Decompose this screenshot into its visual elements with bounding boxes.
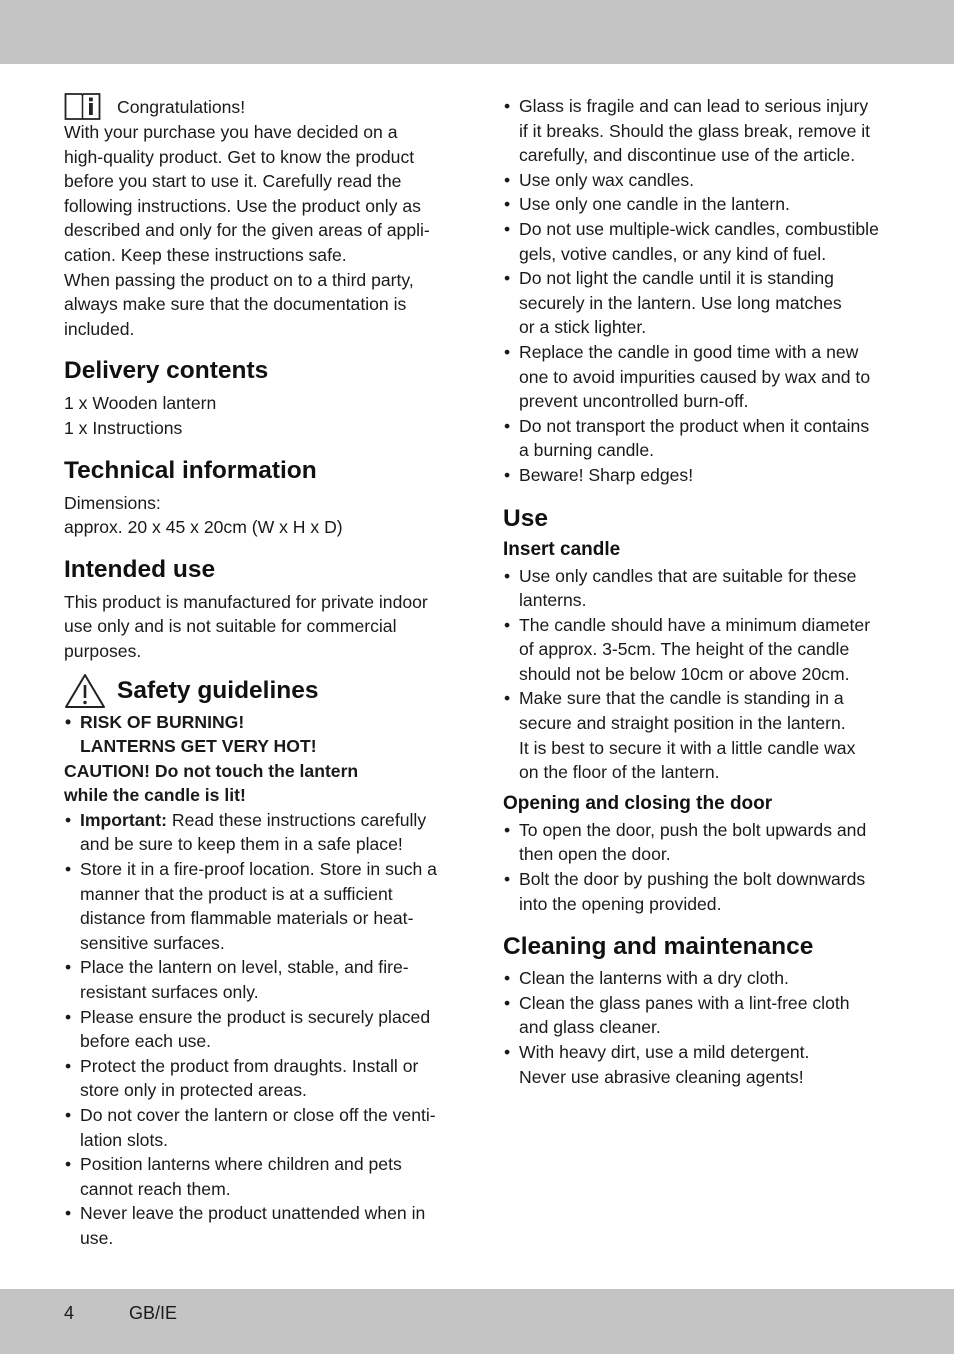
insert-item-line: It is best to secure it with a little candle wax: [519, 737, 856, 758]
intro-line: When passing the product on to a third party,: [64, 269, 414, 290]
important-item: [64, 808, 448, 857]
safety-item-line: • Do not cover the lantern or close off the venti-: [80, 1105, 436, 1125]
page-number: 4: [64, 1303, 75, 1323]
intro-line: always make sure that the documentation is: [64, 294, 407, 315]
safety-item: [64, 857, 448, 955]
use-heading: Use: [503, 504, 548, 532]
delivery-line: 1 x Instructions: [64, 417, 183, 438]
technical-information-heading: Technical information: [64, 456, 317, 484]
insert-item: [503, 613, 889, 687]
safety-item: [64, 1054, 448, 1103]
safety-item-line: • Never leave the product unattended when in: [80, 1203, 426, 1224]
door-item-line: • Bolt the door by pushing the bolt downwards: [519, 869, 866, 890]
intro-line: included.: [64, 318, 135, 339]
risk-line-1: • RISK OF BURNING!: [80, 711, 245, 732]
safety-item: [503, 414, 889, 463]
right-column: [503, 94, 889, 1089]
caution-notice: [64, 759, 448, 808]
intended-use-heading: Intended use: [64, 555, 216, 583]
insert-item: [503, 564, 889, 613]
safety-item: [64, 1103, 448, 1152]
cleaning-item-line: Never use abrasive cleaning agents!: [519, 1066, 804, 1087]
dimensions-label: Dimensions:: [64, 492, 161, 513]
dimensions-value: approx. 20 x 45 x 20cm (W x H x D): [64, 517, 343, 538]
safety-item-line: one to avoid impurities caused by wax and to: [519, 366, 871, 387]
safety-item-line: carefully, and discontinue use of the article.: [519, 145, 856, 166]
cleaning-item-line: • With heavy dirt, use a mild detergent.: [519, 1042, 810, 1062]
cleaning-item: [503, 991, 889, 1040]
safety-item-line: or a stick lighter.: [519, 317, 647, 338]
safety-item-line: • Use only one candle in the lantern.: [519, 194, 790, 215]
cleaning-item-line: • Clean the lanterns with a dry cloth.: [519, 968, 789, 989]
insert-item-line: lanterns.: [519, 590, 587, 611]
door-item: [503, 867, 889, 916]
safety-item-line: lation slots.: [80, 1129, 169, 1150]
insert-candle-list: [503, 564, 889, 785]
insert-item-line: of approx. 3-5cm. The height of the candle: [519, 639, 850, 660]
safety-guidelines-title: Safety guidelines: [117, 676, 319, 704]
intro-greeting-row: [64, 94, 448, 120]
safety-item-line: • Glass is fragile and can lead to serious injury: [519, 96, 869, 116]
caution-line-1: CAUTION! Do not touch the lantern: [64, 760, 359, 781]
safety-item-line: securely in the lantern. Use long matches: [519, 292, 842, 313]
door-item-line: then open the door.: [519, 844, 671, 865]
header-band: [0, 0, 954, 64]
safety-item-line: • Do not light the candle until it is standing: [519, 268, 834, 289]
safety-item: [64, 1005, 448, 1054]
safety-item-line: gels, votive candles, or any kind of fuel.: [519, 243, 827, 264]
left-column: [64, 94, 448, 1251]
insert-item-line: on the floor of the lantern.: [519, 762, 720, 783]
safety-item-line: • Position lanterns where children and pets: [80, 1154, 402, 1175]
intended-line: purposes.: [64, 640, 142, 661]
door-item-line: into the opening provided.: [519, 893, 722, 914]
safety-item-line: • Do not use multiple-wick candles, combustible: [519, 218, 879, 239]
caution-line-2: while the candle is lit!: [64, 785, 246, 806]
safety-item-line: • Use only wax candles.: [519, 169, 695, 190]
intended-use-text: [64, 590, 448, 664]
safety-risk-list: [64, 710, 448, 759]
intended-line: This product is manufactured for private indoor: [64, 591, 428, 612]
safety-item-line: before each use.: [80, 1031, 212, 1052]
safety-item-line: resistant surfaces only.: [80, 982, 259, 1003]
safety-item-line: a burning candle.: [519, 440, 654, 461]
intro-line: With your purchase you have decided on a: [64, 122, 398, 142]
safety-guidelines-heading: [64, 676, 448, 706]
insert-item-line: should not be below 10cm or above 20cm.: [519, 663, 850, 684]
safety-item-line: manner that the product is at a sufficient: [80, 883, 393, 904]
safety-list-right: [503, 94, 889, 488]
safety-item-line: • Replace the candle in good time with a new: [519, 341, 859, 362]
insert-candle-heading: Insert candle: [503, 538, 621, 560]
safety-item-line: • Beware! Sharp edges!: [519, 464, 694, 485]
safety-item: [503, 192, 889, 217]
safety-item-line: • Place the lantern on level, stable, and fire-: [80, 957, 409, 978]
delivery-line: 1 x Wooden lantern: [64, 393, 217, 414]
intro-paragraph: [64, 120, 448, 268]
insert-item-line: secure and straight position in the lantern.: [519, 713, 846, 734]
cleaning-heading: Cleaning and maintenance: [503, 933, 814, 961]
safety-item-line: • Store it in a fire-proof location. Store in such a: [80, 859, 437, 880]
safety-item: [64, 955, 448, 1004]
delivery-contents-heading: Delivery contents: [64, 357, 269, 385]
door-item: [503, 818, 889, 867]
safety-item-line: if it breaks. Should the glass break, remove it: [519, 120, 871, 141]
safety-item-line: • Do not transport the product when it contains: [519, 415, 870, 436]
safety-item-line: • Protect the product from draughts. Install or: [80, 1055, 419, 1076]
cleaning-item: [503, 966, 889, 991]
region-code: GB/IE: [129, 1303, 178, 1323]
info-book-icon: [64, 91, 101, 121]
intro-line: following instructions. Use the product only as: [64, 195, 421, 216]
important-line-2: and be sure to keep them in a safe place!: [80, 834, 403, 855]
intro-line: high-quality product. Get to know the product: [64, 146, 415, 167]
intro-line: cation. Keep these instructions safe.: [64, 244, 347, 265]
important-label: Important:: [80, 809, 167, 830]
cleaning-item-line: • Clean the glass panes with a lint-free cloth: [519, 992, 850, 1013]
intro-line: before you start to use it. Carefully read the: [64, 171, 402, 192]
door-heading: Opening and closing the door: [503, 792, 773, 814]
intro-greeting: Congratulations!: [117, 97, 246, 117]
risk-warning: [64, 710, 448, 759]
safety-item-line: prevent uncontrolled burn-off.: [519, 391, 749, 412]
warning-triangle-icon: [64, 673, 106, 709]
insert-item-line: • Make sure that the candle is standing in a: [519, 688, 844, 709]
safety-item-line: sensitive surfaces.: [80, 932, 225, 953]
safety-item: [503, 217, 889, 266]
cleaning-item: [503, 1040, 889, 1089]
safety-item-line: • Please ensure the product is securely placed: [80, 1006, 431, 1027]
safety-item: [503, 463, 889, 488]
insert-item-line: • Use only candles that are suitable for these: [519, 565, 857, 586]
safety-item-line: distance from flammable materials or heat-: [80, 908, 414, 929]
cleaning-list: [503, 966, 889, 1089]
risk-line-2: LANTERNS GET VERY HOT!: [80, 736, 317, 757]
safety-item-line: use.: [80, 1227, 114, 1248]
safety-item: [64, 1152, 448, 1201]
door-item-line: • To open the door, push the bolt upwards and: [519, 819, 867, 840]
insert-item-line: • The candle should have a minimum diameter: [519, 614, 871, 635]
door-list: [503, 818, 889, 916]
intro-paragraph-2: [64, 268, 448, 342]
safety-item: [503, 266, 889, 340]
intended-line: use only and is not suitable for commercial: [64, 616, 397, 637]
safety-item: [64, 1201, 448, 1250]
safety-item: [503, 94, 889, 168]
cleaning-item-line: and glass cleaner.: [519, 1017, 661, 1038]
safety-item-line: store only in protected areas.: [80, 1080, 307, 1101]
safety-item-line: cannot reach them.: [80, 1178, 231, 1199]
safety-item: [503, 340, 889, 414]
intro-line: described and only for the given areas of appli-: [64, 220, 430, 241]
insert-item: [503, 686, 889, 784]
safety-list-left: [64, 808, 448, 1251]
important-line-1: Read these instructions carefully: [166, 809, 427, 830]
delivery-contents-list: [64, 391, 448, 440]
safety-item: [503, 168, 889, 193]
